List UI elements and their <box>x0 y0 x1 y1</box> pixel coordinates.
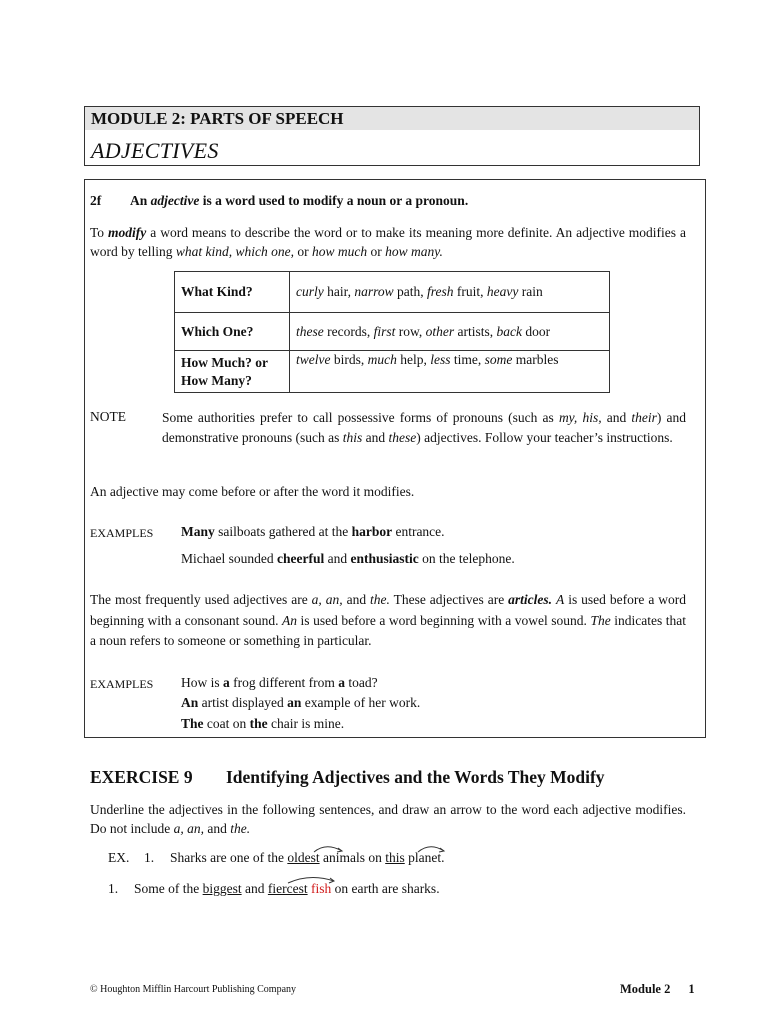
question-sentence[interactable]: Some of the biggest and fiercest fish on earth are sharks. <box>134 881 440 896</box>
section-title: ADJECTIVES <box>91 138 219 163</box>
adjective-kinds-table <box>174 271 610 393</box>
module-title: MODULE 2: PARTS OF SPEECH <box>91 109 344 128</box>
note-label: NOTE <box>90 409 126 424</box>
row-examples: curly hair, narrow path, fresh fruit, heavy rain <box>290 272 610 313</box>
example-sentence: Michael sounded cheerful and enthusiastic on the telephone. <box>181 551 515 566</box>
example-item-label: EX. <box>108 850 130 865</box>
row-examples: these records, first row, other artists, back door <box>290 313 610 351</box>
answer-arrow <box>280 872 360 886</box>
example-sentence: Many sailboats gathered at the harbor entrance. <box>181 524 445 539</box>
lesson-box <box>84 179 706 738</box>
exercise-title: Identifying Adjectives and the Words They Modify <box>226 767 605 787</box>
row-label: Which One? <box>175 313 290 351</box>
copyright-notice: © Houghton Mifflin Harcourt Publishing Company <box>90 984 297 995</box>
modify-arrows <box>300 840 470 856</box>
arrow-curve <box>314 847 342 852</box>
row-label: What Kind? <box>175 272 290 313</box>
rule-statement: An adjective is a word used to modify a noun or a pronoun. <box>130 193 469 208</box>
examples-label: EXAMPLES <box>90 526 154 540</box>
example-item-number: 1. <box>144 850 155 865</box>
question-number: 1. <box>108 881 119 896</box>
table-row <box>175 351 610 393</box>
row-examples: twelve birds, much help, less time, some marbles <box>290 351 610 393</box>
articles-paragraph: The most frequently used adjectives are a, an, and the. These adjectives are articles. A is used before a word beginning with a consonant sound. An is used before a word beginning with a vowel sound. The indicates that a noun refers to someone or something in particular. <box>90 592 687 648</box>
table-row <box>175 272 610 313</box>
exercise-instructions: Underline the adjectives in the following sentences, and draw an arrow to the word each adjective modifies. Do not include a, an, and the. <box>90 802 686 836</box>
adjective-position-text: An adjective may come before or after the word it modifies. <box>90 484 415 499</box>
example-item-sentence: Sharks are one of the oldest animals on this planet. <box>170 850 445 865</box>
exercise-number: EXERCISE 9 <box>90 767 193 787</box>
example-sentence: An artist displayed an example of her work. <box>181 695 421 710</box>
modified-word: fish <box>310 881 332 896</box>
module-header <box>84 106 700 166</box>
page-footer: Module 2 1 <box>620 982 695 996</box>
example-sentence: The coat on the chair is mine. <box>181 716 345 731</box>
table-row <box>175 313 610 351</box>
arrow-curve <box>418 847 444 852</box>
rule-number: 2f <box>90 193 102 208</box>
modify-definition: To modify a word means to describe the word or to make its meaning more definite. An adjective modifies a word by telling what kind, which one, or how much or how many. <box>90 225 686 259</box>
note-text: Some authorities prefer to call possessive forms of pronouns (such as my, his, and their) and demonstrative pronouns (such as this and these) adjectives. Follow your teacher’s instructions. <box>162 410 686 445</box>
example-sentence: How is a frog different from a toad? <box>181 675 378 690</box>
row-label: How Much? or How Many? <box>175 351 290 393</box>
page-number: 1 <box>688 982 695 996</box>
arrow-curve <box>288 877 334 883</box>
examples-label: EXAMPLES <box>90 677 154 691</box>
